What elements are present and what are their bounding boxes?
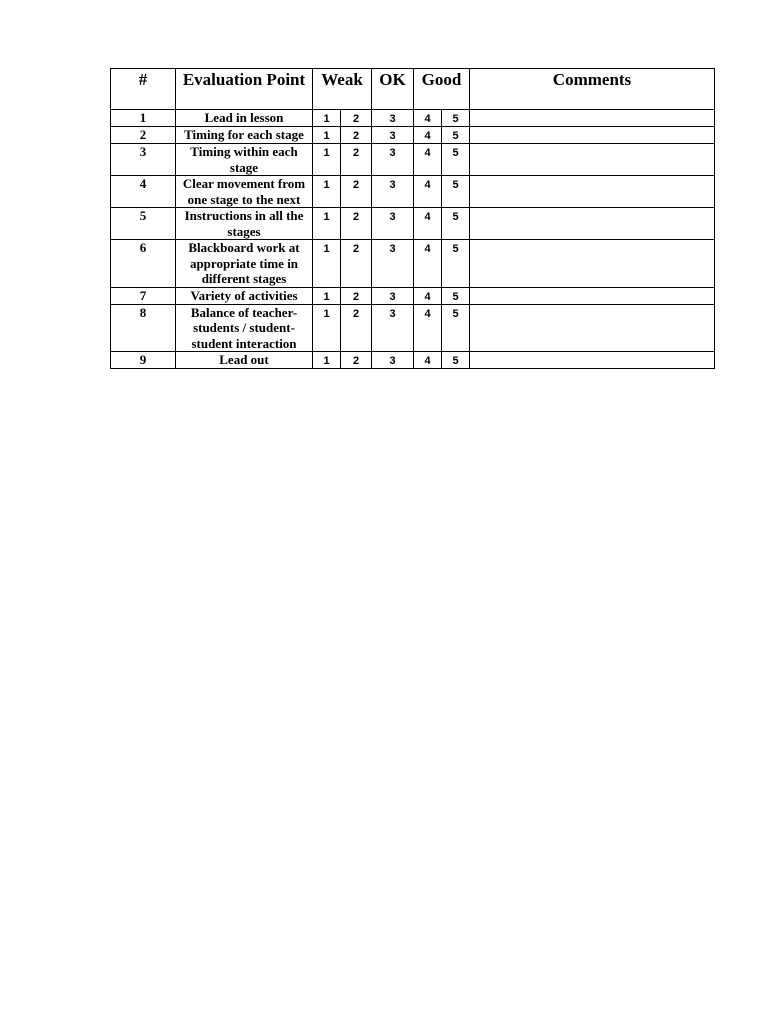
score-option-2[interactable]: 2 [341, 144, 372, 176]
row-number: 8 [111, 304, 176, 352]
row-number: 5 [111, 208, 176, 240]
score-option-3[interactable]: 3 [372, 127, 414, 144]
table-row [111, 304, 715, 352]
table-row [111, 287, 715, 304]
score-option-4[interactable]: 4 [414, 304, 442, 352]
row-number: 1 [111, 110, 176, 127]
comment-cell[interactable] [470, 240, 715, 288]
evaluation-table [110, 68, 715, 369]
score-option-3[interactable]: 3 [372, 144, 414, 176]
score-option-5[interactable]: 5 [442, 304, 470, 352]
score-option-3[interactable]: 3 [372, 240, 414, 288]
score-option-3[interactable]: 3 [372, 176, 414, 208]
evaluation-point-text: Instructions in all the stages [176, 208, 313, 240]
table-row [111, 176, 715, 208]
comment-cell[interactable] [470, 304, 715, 352]
score-option-5[interactable]: 5 [442, 144, 470, 176]
evaluation-point-text: Lead out [176, 352, 313, 369]
score-option-3[interactable]: 3 [372, 304, 414, 352]
evaluation-point-text: Blackboard work at appropriate time in different stages [176, 240, 313, 288]
score-option-5[interactable]: 5 [442, 208, 470, 240]
row-number: 3 [111, 144, 176, 176]
score-option-4[interactable]: 4 [414, 144, 442, 176]
score-option-2[interactable]: 2 [341, 352, 372, 369]
score-option-1[interactable]: 1 [313, 304, 341, 352]
score-option-1[interactable]: 1 [313, 110, 341, 127]
score-option-3[interactable]: 3 [372, 352, 414, 369]
header-row [111, 69, 715, 110]
row-number: 6 [111, 240, 176, 288]
comment-cell[interactable] [470, 127, 715, 144]
header-good: Good [414, 69, 470, 110]
table-row [111, 240, 715, 288]
score-option-1[interactable]: 1 [313, 287, 341, 304]
score-option-3[interactable]: 3 [372, 208, 414, 240]
row-number: 9 [111, 352, 176, 369]
score-option-5[interactable]: 5 [442, 176, 470, 208]
evaluation-point-text: Balance of teacher-students / student-student interaction [176, 304, 313, 352]
score-option-3[interactable]: 3 [372, 110, 414, 127]
table-row [111, 352, 715, 369]
score-option-2[interactable]: 2 [341, 304, 372, 352]
header-ok: OK [372, 69, 414, 110]
score-option-2[interactable]: 2 [341, 240, 372, 288]
comment-cell[interactable] [470, 144, 715, 176]
score-option-2[interactable]: 2 [341, 176, 372, 208]
score-option-1[interactable]: 1 [313, 352, 341, 369]
score-option-4[interactable]: 4 [414, 208, 442, 240]
table-row [111, 208, 715, 240]
comment-cell[interactable] [470, 208, 715, 240]
score-option-4[interactable]: 4 [414, 287, 442, 304]
score-option-5[interactable]: 5 [442, 287, 470, 304]
evaluation-point-text: Clear movement from one stage to the next [176, 176, 313, 208]
score-option-4[interactable]: 4 [414, 127, 442, 144]
table-row [111, 127, 715, 144]
score-option-4[interactable]: 4 [414, 176, 442, 208]
score-option-1[interactable]: 1 [313, 144, 341, 176]
score-option-1[interactable]: 1 [313, 208, 341, 240]
comment-cell[interactable] [470, 352, 715, 369]
header-weak: Weak [313, 69, 372, 110]
evaluation-point-text: Timing for each stage [176, 127, 313, 144]
header-number: # [111, 69, 176, 110]
score-option-1[interactable]: 1 [313, 127, 341, 144]
score-option-4[interactable]: 4 [414, 240, 442, 288]
score-option-2[interactable]: 2 [341, 208, 372, 240]
comment-cell[interactable] [470, 176, 715, 208]
table-row [111, 110, 715, 127]
comment-cell[interactable] [470, 287, 715, 304]
evaluation-point-text: Lead in lesson [176, 110, 313, 127]
table-row [111, 144, 715, 176]
row-number: 4 [111, 176, 176, 208]
evaluation-point-text: Variety of activities [176, 287, 313, 304]
score-option-4[interactable]: 4 [414, 110, 442, 127]
score-option-2[interactable]: 2 [341, 127, 372, 144]
score-option-2[interactable]: 2 [341, 110, 372, 127]
row-number: 7 [111, 287, 176, 304]
header-comments: Comments [470, 69, 715, 110]
score-option-1[interactable]: 1 [313, 240, 341, 288]
score-option-5[interactable]: 5 [442, 352, 470, 369]
evaluation-point-text: Timing within each stage [176, 144, 313, 176]
row-number: 2 [111, 127, 176, 144]
score-option-1[interactable]: 1 [313, 176, 341, 208]
score-option-5[interactable]: 5 [442, 127, 470, 144]
header-evaluation-point: Evaluation Point [176, 69, 313, 110]
score-option-5[interactable]: 5 [442, 110, 470, 127]
score-option-5[interactable]: 5 [442, 240, 470, 288]
comment-cell[interactable] [470, 110, 715, 127]
table-body [111, 110, 715, 369]
score-option-4[interactable]: 4 [414, 352, 442, 369]
score-option-2[interactable]: 2 [341, 287, 372, 304]
score-option-3[interactable]: 3 [372, 287, 414, 304]
